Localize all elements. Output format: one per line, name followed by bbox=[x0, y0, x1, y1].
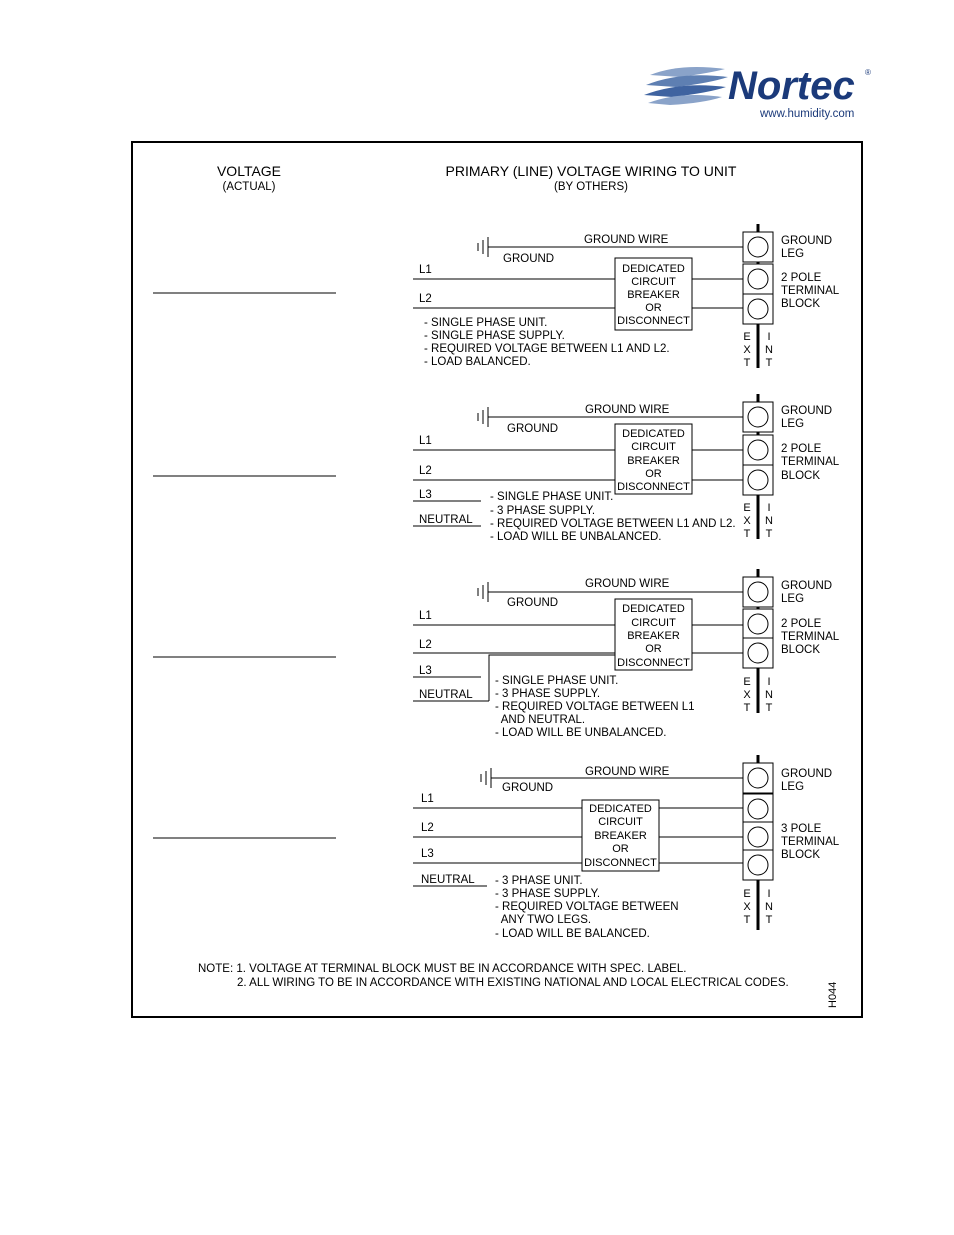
breaker-text: BREAKER bbox=[594, 830, 647, 842]
ground-label: GROUND bbox=[507, 423, 559, 435]
line-label-l3: L3 bbox=[419, 665, 432, 677]
int-label: T bbox=[765, 528, 773, 540]
section-note: - REQUIRED VOLTAGE BETWEEN L1 AND L2. bbox=[424, 343, 670, 355]
section-note: - REQUIRED VOLTAGE BETWEEN L1 AND L2. bbox=[490, 518, 736, 530]
ground-wire-label: GROUND WIRE bbox=[585, 766, 670, 778]
ground-wire-label: GROUND WIRE bbox=[585, 404, 670, 416]
int-label: T bbox=[765, 702, 773, 714]
voltage-title: VOLTAGE bbox=[216, 163, 282, 179]
ext-label: T bbox=[743, 528, 751, 540]
footer-note-2: 2. ALL WIRING TO BE IN ACCORDANCE WITH EXISTING NATIONAL AND LOCAL ELECTRICAL CODES. bbox=[237, 977, 789, 989]
terminal-block-label: TERMINAL bbox=[781, 285, 840, 297]
ground-leg-label: GROUND bbox=[781, 768, 833, 780]
section-note: - SINGLE PHASE UNIT. bbox=[495, 675, 619, 687]
terminal-block-label: 2 POLE bbox=[781, 618, 822, 630]
ground-label: GROUND bbox=[507, 597, 559, 609]
section-note: AND NEUTRAL. bbox=[495, 714, 586, 726]
line-label-l3: L3 bbox=[421, 848, 434, 860]
section-note: - SINGLE PHASE SUPPLY. bbox=[424, 330, 565, 342]
ground-leg-label: GROUND bbox=[781, 580, 833, 592]
terminal-block-label: 2 POLE bbox=[781, 272, 822, 284]
int-label: N bbox=[765, 689, 773, 701]
breaker-text: DISCONNECT bbox=[584, 857, 657, 869]
ground-leg-label: GROUND bbox=[781, 405, 833, 417]
ext-label: E bbox=[743, 502, 751, 514]
section-note: - 3 PHASE SUPPLY. bbox=[495, 888, 601, 900]
ground-label: GROUND bbox=[503, 253, 555, 265]
breaker-text: BREAKER bbox=[627, 455, 680, 467]
int-label: N bbox=[765, 515, 773, 527]
wiring-title: PRIMARY (LINE) VOLTAGE WIRING TO UNIT bbox=[445, 163, 737, 179]
breaker-text: CIRCUIT bbox=[598, 816, 643, 828]
breaker-text: BREAKER bbox=[627, 289, 680, 301]
breaker-text: DISCONNECT bbox=[617, 657, 690, 669]
breaker-text: DEDICATED bbox=[622, 428, 685, 440]
breaker-text: BREAKER bbox=[627, 630, 680, 642]
section-note: - SINGLE PHASE UNIT. bbox=[424, 317, 548, 329]
section-note: - REQUIRED VOLTAGE BETWEEN bbox=[495, 901, 679, 913]
ext-label: T bbox=[743, 914, 751, 926]
line-label-l1: L1 bbox=[419, 435, 432, 447]
section-note: ANY TWO LEGS. bbox=[495, 914, 592, 926]
terminal-block-label: TERMINAL bbox=[781, 631, 840, 643]
section-note: - LOAD WILL BE BALANCED. bbox=[495, 928, 650, 940]
section-4 bbox=[153, 755, 840, 940]
int-label: T bbox=[765, 357, 773, 369]
section-note: - LOAD BALANCED. bbox=[424, 356, 531, 368]
line-label-l2: L2 bbox=[419, 639, 432, 651]
section-note: - LOAD WILL BE UNBALANCED. bbox=[490, 531, 662, 543]
breaker-text: CIRCUIT bbox=[631, 617, 676, 629]
breaker-text: DEDICATED bbox=[622, 603, 685, 615]
int-label: T bbox=[765, 914, 773, 926]
int-label: I bbox=[767, 676, 771, 688]
section-note: - SINGLE PHASE UNIT. bbox=[490, 491, 614, 503]
breaker-text: DEDICATED bbox=[622, 263, 685, 275]
ground-leg-label: LEG bbox=[781, 781, 805, 793]
line-label-l3: L3 bbox=[419, 489, 432, 501]
line-label-neutral: NEUTRAL bbox=[421, 874, 475, 886]
line-label-l1: L1 bbox=[419, 264, 432, 276]
breaker-text: OR bbox=[645, 468, 662, 480]
ground-leg-label: GROUND bbox=[781, 235, 833, 247]
line-label-l1: L1 bbox=[419, 610, 432, 622]
terminal-block-label: 2 POLE bbox=[781, 443, 822, 455]
section-3 bbox=[153, 569, 840, 739]
ground-leg-label: LEG bbox=[781, 418, 805, 430]
ground-symbol-icon bbox=[478, 407, 488, 427]
ground-symbol-icon bbox=[481, 768, 491, 788]
section-note: - 3 PHASE SUPPLY. bbox=[490, 505, 596, 517]
terminal-block-label: BLOCK bbox=[781, 298, 820, 310]
int-label: I bbox=[767, 888, 771, 900]
int-label: I bbox=[767, 502, 771, 514]
line-label-l2: L2 bbox=[419, 465, 432, 477]
section-1 bbox=[153, 224, 840, 369]
ext-label: X bbox=[743, 515, 751, 527]
wiring-subtitle: (BY OTHERS) bbox=[554, 181, 628, 193]
int-label: N bbox=[765, 901, 773, 913]
line-label-neutral: NEUTRAL bbox=[419, 514, 473, 526]
line-label-l2: L2 bbox=[421, 822, 434, 834]
breaker-text: DISCONNECT bbox=[617, 315, 690, 327]
ground-leg-label: LEG bbox=[781, 593, 805, 605]
ground-wire-label: GROUND WIRE bbox=[584, 234, 669, 246]
terminal-block-label: BLOCK bbox=[781, 849, 820, 861]
figure-id: H044 bbox=[827, 981, 839, 1008]
ground-wire-label: GROUND WIRE bbox=[585, 578, 670, 590]
ext-label: X bbox=[743, 689, 751, 701]
line-label-neutral: NEUTRAL bbox=[419, 689, 473, 701]
terminal-block-label: TERMINAL bbox=[781, 456, 840, 468]
logo-url: www.humidity.com bbox=[760, 108, 855, 120]
breaker-text: CIRCUIT bbox=[631, 276, 676, 288]
breaker-text: CIRCUIT bbox=[631, 441, 676, 453]
ext-label: E bbox=[743, 676, 751, 688]
breaker-text: OR bbox=[645, 643, 662, 655]
section-note: - 3 PHASE UNIT. bbox=[495, 875, 583, 887]
terminal-block-label: BLOCK bbox=[781, 644, 820, 656]
breaker-text: DEDICATED bbox=[589, 803, 652, 815]
ext-label: E bbox=[743, 888, 751, 900]
ext-label: T bbox=[743, 357, 751, 369]
section-2 bbox=[153, 394, 840, 543]
ext-label: X bbox=[743, 901, 751, 913]
ext-label: T bbox=[743, 702, 751, 714]
section-note: - REQUIRED VOLTAGE BETWEEN L1 bbox=[495, 701, 695, 713]
section-note: - 3 PHASE SUPPLY. bbox=[495, 688, 601, 700]
terminal-block-label: TERMINAL bbox=[781, 836, 840, 848]
ground-symbol-icon bbox=[478, 237, 488, 257]
section-note: - LOAD WILL BE UNBALANCED. bbox=[495, 727, 667, 739]
voltage-subtitle: (ACTUAL) bbox=[222, 181, 276, 193]
ground-label: GROUND bbox=[502, 782, 554, 794]
int-label: N bbox=[765, 344, 773, 356]
terminal-block-label: 3 POLE bbox=[781, 823, 822, 835]
int-label: I bbox=[767, 331, 771, 343]
footer-note-1: NOTE: 1. VOLTAGE AT TERMINAL BLOCK MUST BE IN ACCORDANCE WITH SPEC. LABEL. bbox=[198, 963, 687, 975]
ground-leg-label: LEG bbox=[781, 248, 805, 260]
terminal-block-label: BLOCK bbox=[781, 470, 820, 482]
ext-label: X bbox=[743, 344, 751, 356]
line-label-l2: L2 bbox=[419, 293, 432, 305]
breaker-text: OR bbox=[612, 843, 629, 855]
logo-brand: Nortec bbox=[728, 64, 855, 108]
logo-registered: ® bbox=[865, 68, 871, 77]
line-label-l1: L1 bbox=[421, 793, 434, 805]
ext-label: E bbox=[743, 331, 751, 343]
breaker-text: DISCONNECT bbox=[617, 481, 690, 493]
ground-symbol-icon bbox=[478, 582, 488, 602]
breaker-text: OR bbox=[645, 302, 662, 314]
